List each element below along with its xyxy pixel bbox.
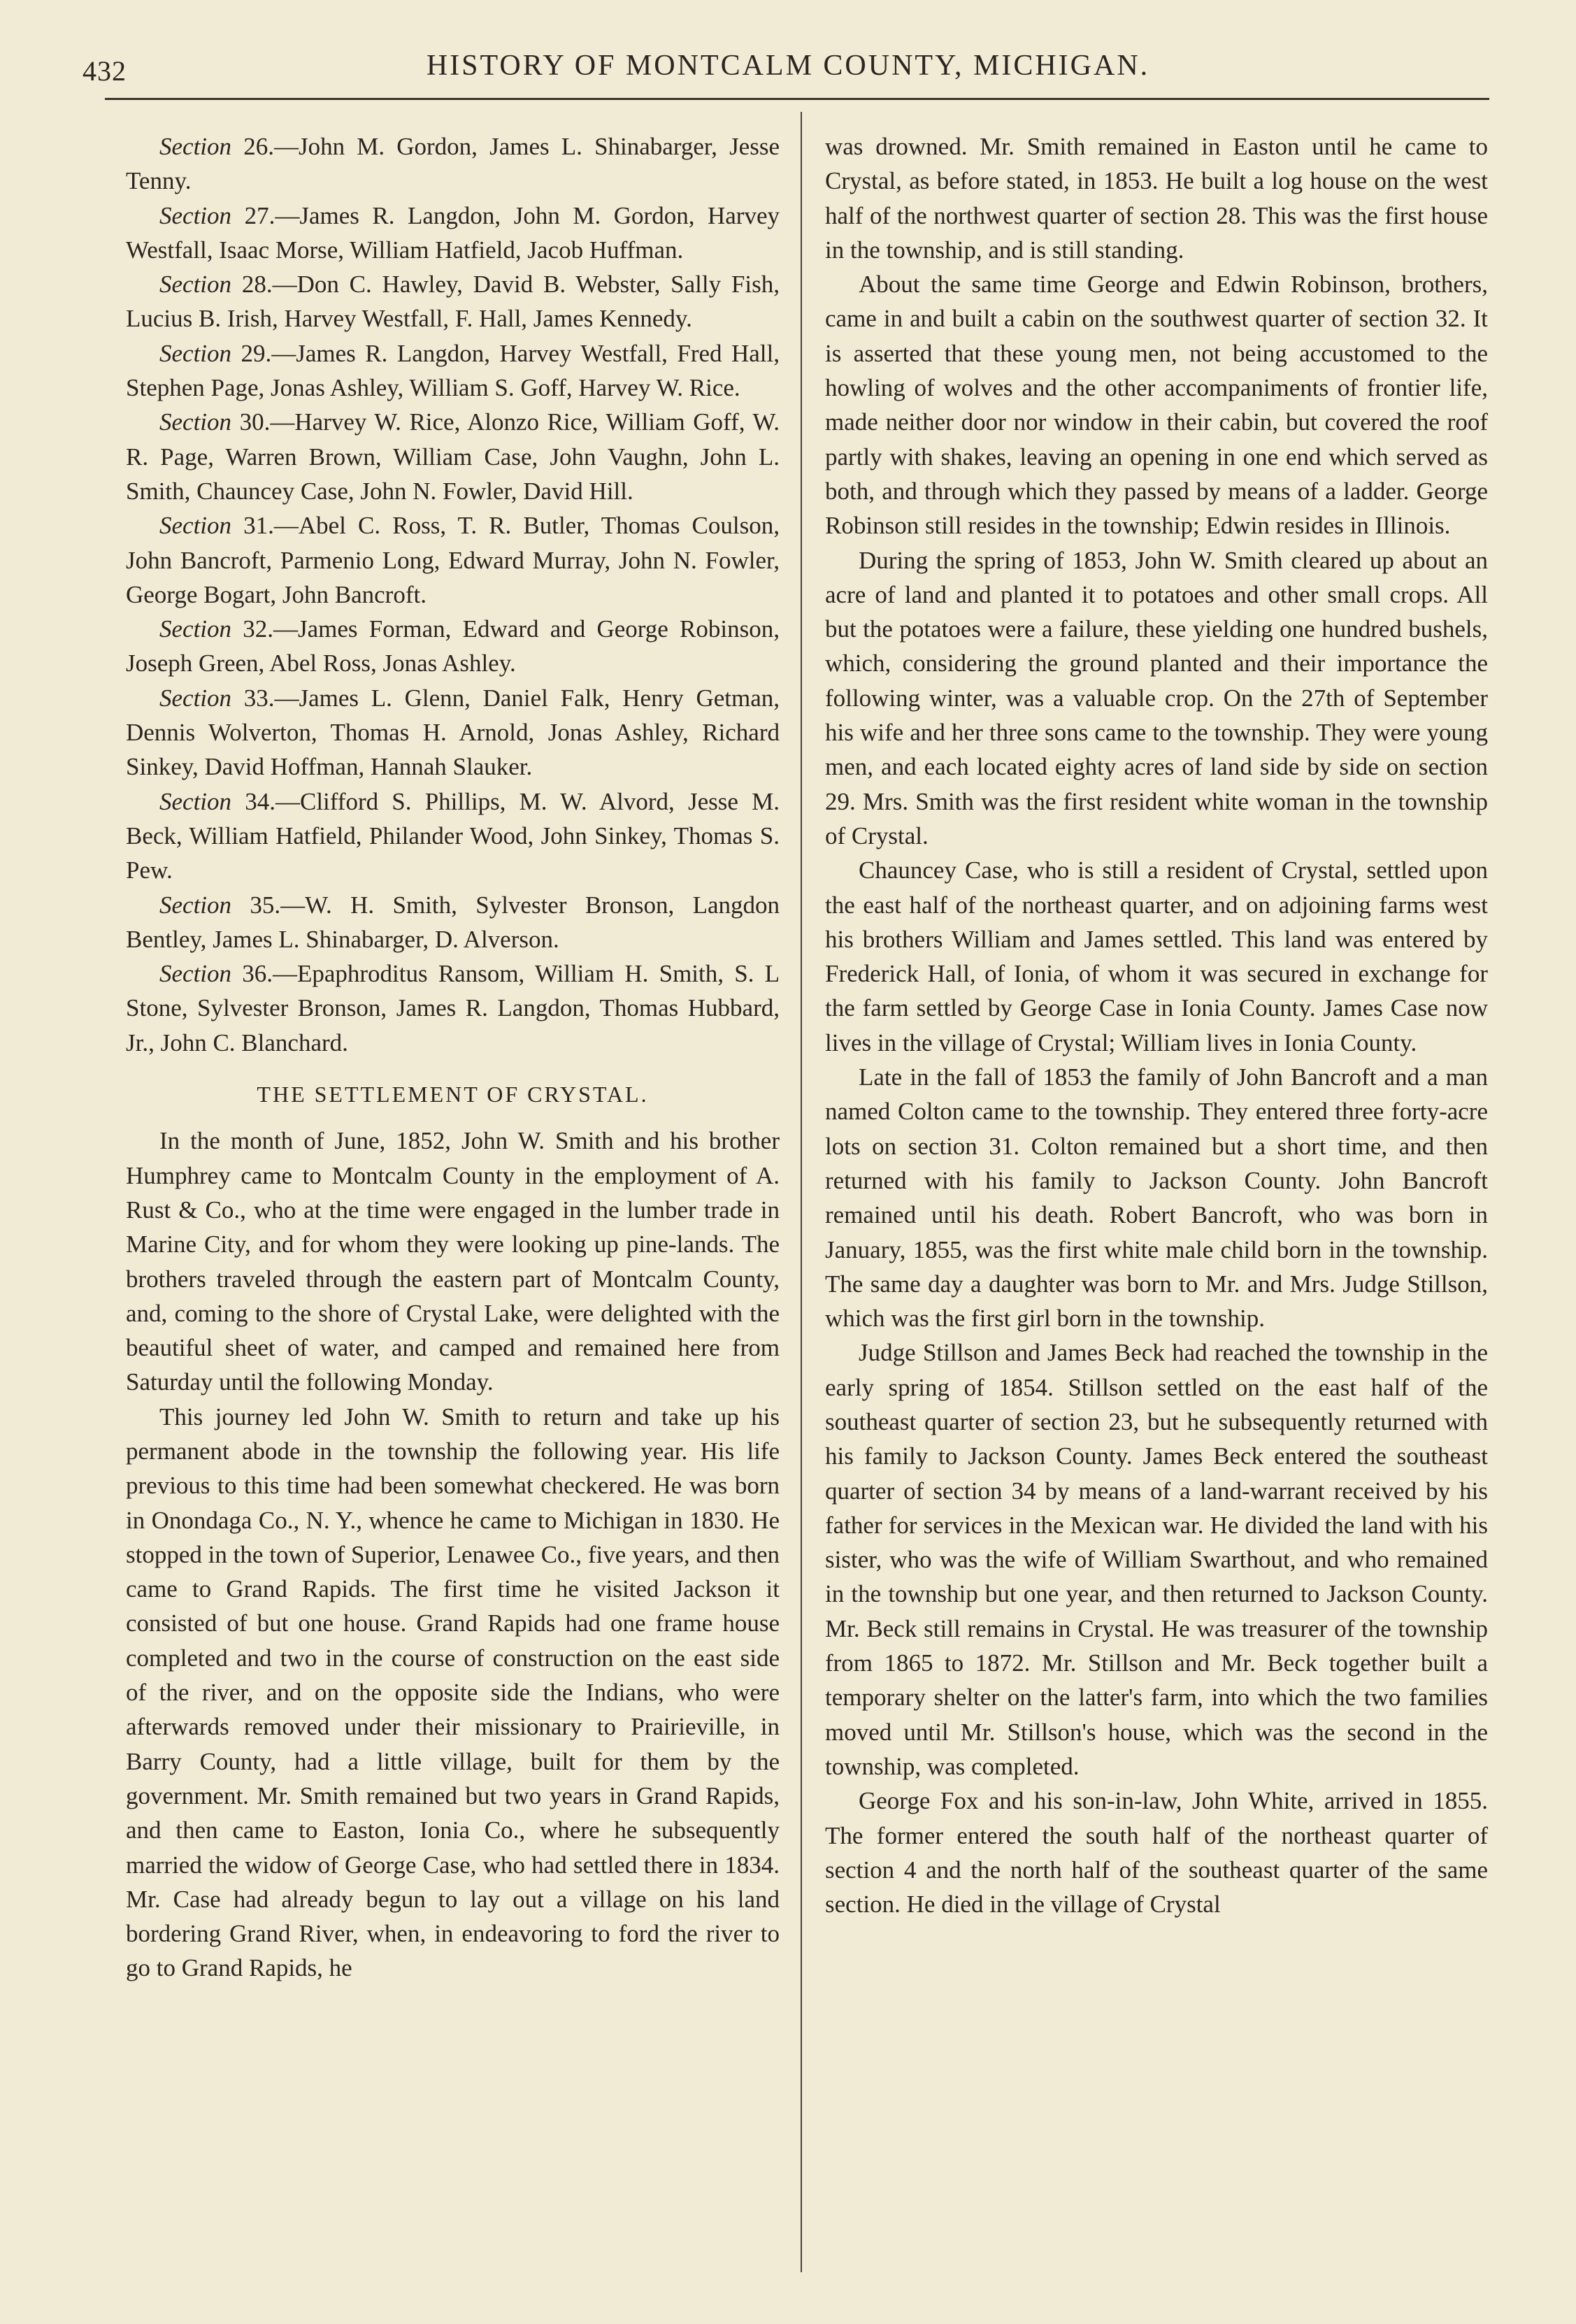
body-paragraph: Late in the fall of 1853 the family of John Bancroft and a man named Colton came to the township. They entered three forty-acre lots on section 31. Colton remained but a short time, and then returned with his family to Jackson County. John Bancroft remained until his death. Robert Bancroft, who was born in January, 1855, was the first white male child born in the township. The same day a daughter was born to Mr. and Mrs. Judge Stillson, which was the first girl born in the township.	[825, 1063, 1488, 1333]
section-names: 33.—James L. Glenn, Daniel Falk, Henry Getman, Dennis Wolverton, Thomas H. Arnold, Jonas Ashley, Richard Sinkey, David Hoffman, Hannah Slauker.	[126, 684, 780, 781]
left-column	[126, 129, 780, 1986]
section-label: Section	[159, 787, 232, 815]
section-names: 32.—James Forman, Edward and George Robinson, Joseph Green, Abel Ross, Jonas Ashley.	[126, 615, 780, 677]
section-list	[126, 129, 780, 1060]
section-entry	[126, 405, 780, 508]
body-paragraph: During the spring of 1853, John W. Smith cleared up about an acre of land and planted it to potatoes and other small crops. All but the potatoes were a failure, these yielding one hundred bushels, which, considering the ground planted and their importance the following winter, was a valuable crop. On the 27th of September his wife and her three sons came to the township. They were young men, and each located eighty acres of land side by side on section 29. Mrs. Smith was the first resident white woman in the township of Crystal.	[825, 546, 1488, 849]
section-names: 36.—Epaphroditus Ransom, William H. Smith, S. L Stone, Sylvester Bronson, James R. Langdon, Thomas Hubbard, Jr., John C. Blanchard.	[126, 960, 780, 1056]
header-rule	[105, 98, 1489, 100]
running-head: HISTORY OF MONTCALM COUNTY, MICHIGAN.	[426, 50, 1150, 82]
section-label: Section	[159, 271, 232, 299]
page-number: 432	[83, 55, 127, 87]
section-names: 34.—Clifford S. Phillips, M. W. Alvord, Jesse M. Beck, William Hatfield, Philander Wood, John Sinkey, Thomas S. Pew.	[126, 787, 780, 884]
section-label: Section	[159, 339, 232, 367]
section-names: 31.—Abel C. Ross, T. R. Butler, Thomas Coulson, John Bancroft, Parmenio Long, Edward Murray, John N. Fowler, George Bogart, John Bancroft.	[126, 512, 780, 608]
section-entry	[126, 508, 780, 612]
section-entry	[126, 129, 780, 199]
section-heading: THE SETTLEMENT OF CRYSTAL.	[257, 1082, 649, 1107]
section-entry	[126, 784, 780, 888]
section-label: Section	[159, 615, 232, 643]
section-entry	[126, 888, 780, 957]
section-label: Section	[159, 408, 232, 436]
section-entry	[126, 956, 780, 1060]
section-names: 30.—Harvey W. Rice, Alonzo Rice, William Goff, W. R. Page, Warren Brown, William Case, John Vaughn, John L. Smith, Chauncey Case, John N. Fowler, David Hill.	[126, 408, 780, 505]
column-divider	[801, 112, 802, 2272]
right-column	[825, 129, 1488, 1921]
section-entry	[126, 199, 780, 268]
body-paragraph: was drowned. Mr. Smith remained in Easton until he came to Crystal, as before stated, in 1853. He built a log house on the west half of the northwest quarter of section 28. This was the first house in the township, and is still standing.	[825, 133, 1488, 264]
section-names: 28.—Don C. Hawley, David B. Webster, Sally Fish, Lucius B. Irish, Harvey Westfall, F. Hall, James Kennedy.	[126, 271, 780, 333]
section-entry	[126, 267, 780, 336]
section-label: Section	[159, 960, 232, 988]
section-entry	[126, 681, 780, 784]
section-names: 35.—W. H. Smith, Sylvester Bronson, Langdon Bentley, James L. Shinabarger, D. Alverson.	[126, 891, 780, 953]
section-label: Section	[159, 133, 232, 160]
section-entry	[126, 336, 780, 406]
section-names: 29.—James R. Langdon, Harvey Westfall, Fred Hall, Stephen Page, Jonas Ashley, William S. Goff, Harvey W. Rice.	[126, 339, 780, 402]
body-paragraph: About the same time George and Edwin Robinson, brothers, came in and built a cabin on the southwest quarter of section 32. It is asserted that these young men, not being accustomed to the howling of wolves and the other accompaniments of frontier life, made neither door nor window in their cabin, but covered the roof partly with shakes, leaving an opening in one end which served as both, and through which they passed by means of a ladder. George Robinson still resides in the township; Edwin resides in Illinois.	[825, 271, 1488, 540]
section-label: Section	[159, 891, 232, 919]
section-names: 26.—John M. Gordon, James L. Shinabarger, Jesse Tenny.	[126, 133, 780, 195]
section-names: 27.—James R. Langdon, John M. Gordon, Harvey Westfall, Isaac Morse, William Hatfield, Jacob Huffman.	[126, 201, 780, 264]
body-paragraph: In the month of June, 1852, John W. Smith and his brother Humphrey came to Montcalm County in the employment of A. Rust & Co., who at the time were engaged in the lumber trade in Marine City, and for whom they were looking up pine-lands. The brothers traveled through the eastern part of Montcalm County, and, coming to the shore of Crystal Lake, were delighted with the beautiful sheet of water, and camped and remained here from Saturday until the following Monday.	[126, 1127, 780, 1396]
body-paragraph: George Fox and his son-in-law, John White, arrived in 1855. The former entered the south half of the northeast quarter of section 4 and the north half of the southeast quarter of the same section. He died in the village of Crystal	[825, 1787, 1488, 1918]
section-label: Section	[159, 684, 232, 712]
section-entry	[126, 612, 780, 681]
body-paragraph: Chauncey Case, who is still a resident of Crystal, settled upon the east half of the northeast quarter, and on adjoining farms west his brothers William and James settled. This land was entered by Frederick Hall, of Ionia, of whom it was secured in exchange for the farm settled by George Case in Ionia County. James Case now lives in the village of Crystal; William lives in Ionia County.	[825, 856, 1488, 1056]
section-label: Section	[159, 201, 232, 229]
section-label: Section	[159, 512, 232, 540]
body-paragraph: This journey led John W. Smith to return and take up his permanent abode in the township the following year. His life previous to this time had been somewhat checkered. He was born in Onondaga Co., N. Y., whence he came to Michigan in 1830. He stopped in the town of Superior, Lenawee Co., five years, and then came to Grand Rapids. The first time he visited Jackson it consisted of but one house. Grand Rapids had one frame house completed and two in the course of construction on the east side of the river, and on the opposite side the Indians, who were afterwards removed under their missionary to Prairieville, in Barry County, had a little village, built for them by the government. Mr. Smith remained but two years in Grand Rapids, and then came to Easton, Ionia Co., where he subsequently married the widow of George Case, who had settled there in 1834. Mr. Case had already begun to lay out a village on his land bordering Grand River, when, in endeavoring to ford the river to go to Grand Rapids, he	[126, 1403, 780, 1982]
body-paragraph: Judge Stillson and James Beck had reached the township in the early spring of 1854. Stillson settled on the east half of the southeast quarter of section 23, but he subsequently returned with his family to Jackson County. James Beck entered the southeast quarter of section 34 by means of a land-warrant received by his father for services in the Mexican war. He divided the land with his sister, who was the wife of William Swarthout, and who remained in the township but one year, and then returned to Jackson County. Mr. Beck still remains in Crystal. He was treasurer of the township from 1865 to 1872. Mr. Stillson and Mr. Beck together built a temporary shelter on the latter's farm, into which the two families moved until Mr. Stillson's house, which was the second in the township, was completed.	[825, 1339, 1488, 1780]
